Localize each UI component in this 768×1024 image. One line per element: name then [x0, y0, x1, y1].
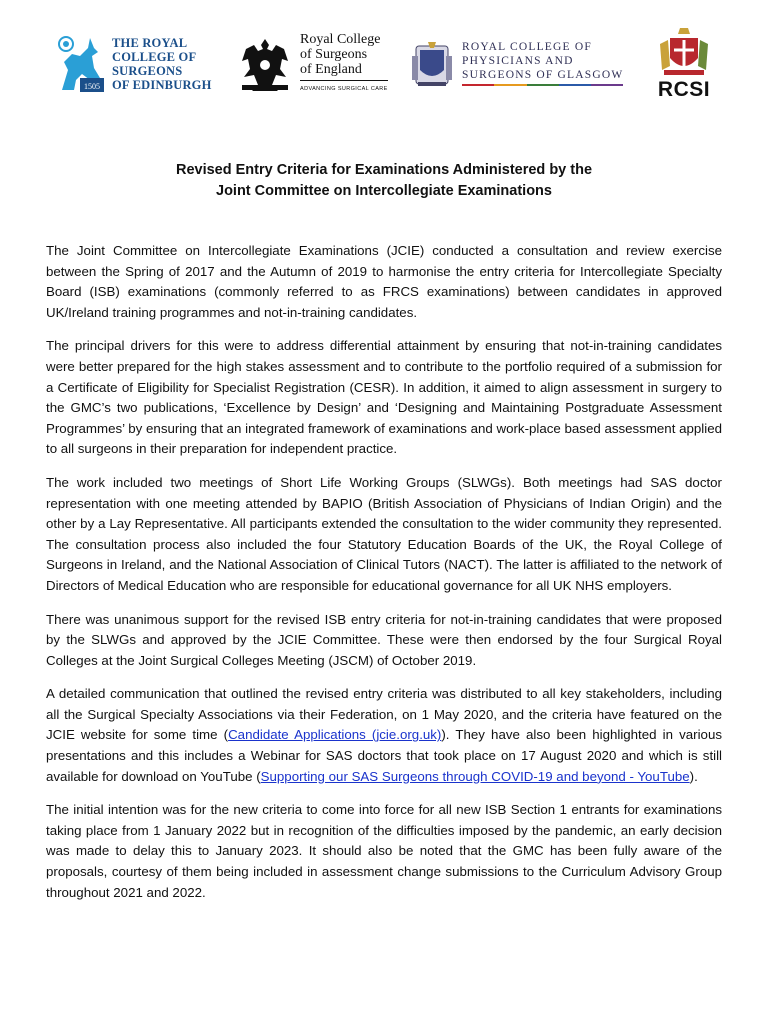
rcs-england-name: Royal College of Surgeons of England ADVANCING SURGICAL CARE [300, 32, 388, 97]
logo-header [46, 26, 726, 106]
unicorn-crest-icon [54, 34, 106, 94]
document-body [46, 241, 722, 916]
rcs-edinburgh-name: THE ROYAL COLLEGE OF SURGEONS OF EDINBURGH [112, 36, 212, 92]
rcs-england-tagline: ADVANCING SURGICAL CARE [300, 80, 388, 97]
youtube-webinar-link[interactable]: Supporting our SAS Surgeons through COVID-19 and beyond - YouTube [260, 768, 690, 784]
logo-rcsi [656, 26, 712, 102]
svg-text:1505: 1505 [84, 82, 100, 91]
glasgow-crest-icon [410, 36, 454, 90]
paragraph-slwg-meetings: The work included two meetings of Short Life Working Groups (SLWGs). Both meetings had SAS doctor representation with one meeting attended by BAPIO (British Association of Physicians of Indian Origin) and the other by a Lay Representative. All participants extended the consultation to the wider community they represented. The consultation process also included the four Statutory Education Boards of the UK, the Royal College of Surgeons in Ireland, and the National Association of Clinical Tutors (NACT). The latter is affiliated to the network of Directors of Medical Education who are responsible for educational governance for all UK NHS employers. [46, 474, 722, 593]
glasgow-color-stripe [462, 84, 623, 86]
logo-rcps-glasgow [410, 36, 623, 90]
paragraph-initial-intention: The initial intention was for the new criteria to come into force for all new ISB Section 1 entrants for examinations taking place from 1 January 2022 but in recognition of the difficulties imposed by the pandemic, an early decision was made to delay this to January 2023. It should also be noted that the GMC has been fully aware of the proposals, courtesy of them being included in assessment change submissions to the Curriculum Advisory Group throughout 2021 and 2022. [46, 802, 722, 900]
document-title [46, 160, 722, 202]
communication-text-a: A detailed communication that outlined the revised entry criteria was distributed to all key stakeholders, including all the Surgical Specialty Associations via their Federation, on 1 May 2020, and the criteria have featured on the JCIE website for some time ( [46, 686, 722, 743]
paragraph-jcie-consultation: The Joint Committee on Intercollegiate Examinations (JCIE) conducted a consultation and review exercise between the Spring of 2017 and the Autumn of 2019 to harmonise the entry criteria for Intercollegiate Specialty Board (ISB) examinations (commonly referred to as FRCS examinations) between candidates in approved UK/Ireland training programmes and not-in-training candidates. [46, 243, 722, 320]
title-line-1: Revised Entry Criteria for Examinations Administered by the [175, 162, 593, 178]
rcsi-wordmark: RCSI [657, 78, 711, 101]
communication-text-b: ). They have also been highlighted in various presentations and this includes a Webinar for SAS doctors that took place on 17 August 2020 and which is still available for download on YouTube ( [46, 727, 722, 784]
paragraph-unanimous-support: There was unanimous support for the revised ISB entry criteria for not-in-training candidates that were proposed by the SLWGs and approved by the JCIE Committee. These were then endorsed by the four Surgical Royal Colleges at the Joint Surgical Colleges Meeting (JSCM) of October 2019. [46, 611, 722, 668]
logo-rcs-edinburgh [54, 34, 212, 94]
logo-rcs-england [236, 32, 388, 97]
rcps-glasgow-name: ROYAL COLLEGE OF PHYSICIANS AND SURGEONS OF GLASGOW [462, 40, 623, 86]
title-line-2: Joint Committee on Intercollegiate Examinations [216, 183, 552, 199]
communication-text-c: ). [689, 768, 698, 784]
eagle-crest-icon [236, 35, 294, 95]
candidate-applications-link[interactable]: Candidate Applications (jcie.org.uk) [228, 727, 442, 743]
rcsi-coat-of-arms-icon [656, 26, 712, 78]
paragraph-communication [46, 684, 722, 787]
paragraph-principal-drivers: The principal drivers for this were to address differential attainment by ensuring that not-in-training candidates were better prepared for the high stakes assessment and to contribute to the portfolio required of a submission for a Certificate of Eligibility for Specialist Registration (CESR). In addition, it aimed to align assessment in surgery to the GMC’s two publications, ‘Excellence by Design’ and ‘Designing and Maintaining Postgraduate Assessment Programmes’ by ensuring that an integrated framework of examinations and work-place based assessment applied to all surgeons in their preparation for independent practice. [46, 338, 722, 457]
